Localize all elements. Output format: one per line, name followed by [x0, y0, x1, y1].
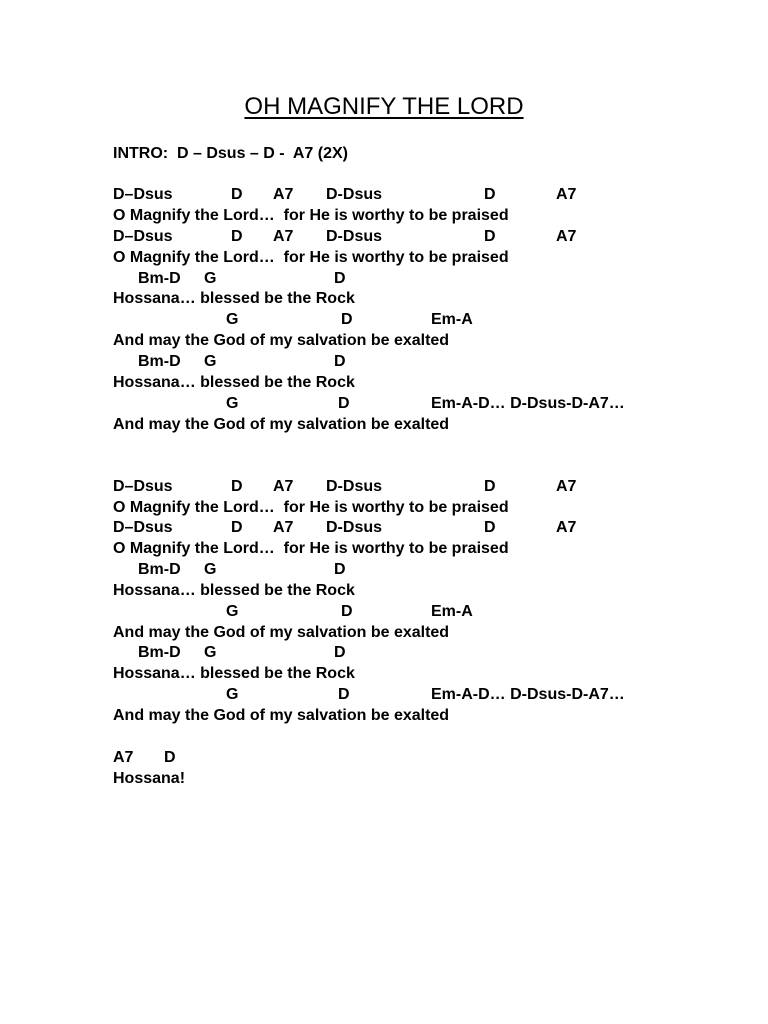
chord: D — [484, 228, 496, 245]
chord: Em-A-D… D-Dsus-D-A7… — [431, 686, 625, 703]
lyric-line: O Magnify the Lord… for He is worthy to be praised — [113, 207, 509, 224]
chord-line — [113, 394, 625, 414]
lyric-line: Hossana… blessed be the Rock — [113, 374, 355, 391]
chord: A7 — [273, 228, 294, 245]
lyric-line: Hossana… blessed be the Rock — [113, 582, 355, 599]
chord-line — [113, 310, 473, 330]
chord: D-Dsus — [326, 478, 383, 495]
chord-line — [113, 518, 577, 538]
lyric-line: And may the God of my salvation be exalted — [113, 332, 450, 349]
chord: Em-A-D… D-Dsus-D-A7… — [431, 395, 625, 412]
lyric-line: O Magnify the Lord… for He is worthy to be praised — [113, 249, 509, 266]
chord: D — [334, 353, 346, 370]
chord: A7 — [273, 186, 294, 203]
chord: G — [226, 311, 239, 328]
lyric-line: O Magnify the Lord… for He is worthy to be praised — [113, 540, 509, 557]
chord: D–Dsus — [113, 478, 173, 495]
chord-line — [113, 560, 346, 580]
page-title: OH MAGNIFY THE LORD — [244, 93, 524, 120]
chord: D — [341, 311, 353, 328]
chord: Bm-D — [138, 644, 181, 661]
chord: G — [204, 644, 217, 661]
lyric-line: O Magnify the Lord… for He is worthy to be praised — [113, 499, 509, 516]
chord: A7 — [556, 228, 577, 245]
chord: Bm-D — [138, 561, 181, 578]
chord-line — [113, 185, 577, 205]
lyric-line: Hossana! — [113, 770, 186, 787]
chord: G — [226, 603, 239, 620]
chord: A7 — [556, 186, 577, 203]
chord: Em-A — [431, 311, 473, 328]
chord: D — [341, 603, 353, 620]
chord-line — [113, 269, 346, 289]
chord: D — [484, 519, 496, 536]
chord: G — [204, 561, 217, 578]
chord-line — [113, 602, 473, 622]
chord: Bm-D — [138, 353, 181, 370]
chord: D — [231, 228, 243, 245]
chord: D–Dsus — [113, 186, 173, 203]
chord: A7 — [556, 519, 577, 536]
chord-line — [113, 643, 346, 663]
chord: D — [334, 270, 346, 287]
lyric-line: Hossana… blessed be the Rock — [113, 290, 355, 307]
chord: A7 — [113, 749, 134, 766]
chord: D — [484, 186, 496, 203]
chord: D-Dsus — [326, 186, 383, 203]
chord: D — [338, 686, 350, 703]
lyric-line: And may the God of my salvation be exalted — [113, 416, 450, 433]
chord: A7 — [273, 478, 294, 495]
chord: D-Dsus — [326, 228, 383, 245]
chord: G — [226, 395, 239, 412]
chord: D — [334, 644, 346, 661]
chord-line — [113, 748, 176, 768]
chord: Em-A — [431, 603, 473, 620]
chord: D-Dsus — [326, 519, 383, 536]
chord: D–Dsus — [113, 519, 173, 536]
lyric-line: And may the God of my salvation be exalted — [113, 707, 450, 724]
chord: G — [204, 353, 217, 370]
chord-line — [113, 227, 577, 247]
chord: D — [231, 519, 243, 536]
chord: G — [226, 686, 239, 703]
chord: A7 — [273, 519, 294, 536]
chord-line — [113, 685, 625, 705]
intro-line: INTRO: D – Dsus – D - A7 (2X) — [113, 145, 348, 162]
lyric-line: Hossana… blessed be the Rock — [113, 665, 355, 682]
chord: D — [231, 186, 243, 203]
chord-line — [113, 352, 346, 372]
lyric-line: And may the God of my salvation be exalted — [113, 624, 450, 641]
chord: Bm-D — [138, 270, 181, 287]
chord: D — [164, 749, 176, 766]
chord: A7 — [556, 478, 577, 495]
chord: D — [334, 561, 346, 578]
chord: D — [484, 478, 496, 495]
chord: D — [231, 478, 243, 495]
chord: D–Dsus — [113, 228, 173, 245]
chord: D — [338, 395, 350, 412]
chord: G — [204, 270, 217, 287]
chord-line — [113, 477, 577, 497]
